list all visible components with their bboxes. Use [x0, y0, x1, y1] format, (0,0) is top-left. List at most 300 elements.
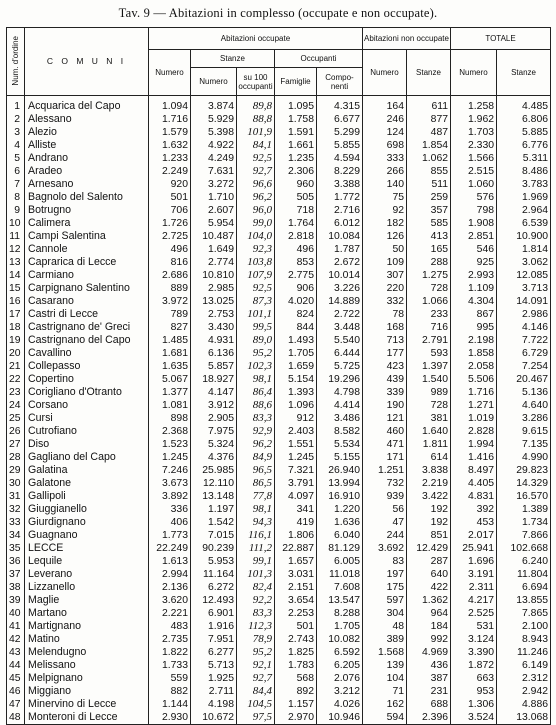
cell-non-numero: 389	[363, 633, 407, 646]
cell-occ-numero: 336	[149, 503, 191, 516]
cell-componenti: 13.547	[317, 594, 363, 607]
cell-tot-stanze: 2.312	[497, 672, 551, 685]
cell-famiglie: 1.096	[275, 399, 317, 412]
cell-occ-numero: 1.485	[149, 334, 191, 347]
cell-stanze-numero: 2.985	[191, 282, 237, 295]
cell-comune: Leverano	[25, 568, 149, 581]
cell-componenti: 3.226	[317, 282, 363, 295]
cell-non-numero: 71	[363, 685, 407, 698]
cell-stanze-su-100: 88,6	[237, 399, 275, 412]
cell-tot-stanze: 1.734	[497, 516, 551, 529]
cell-non-stanze: 192	[407, 516, 451, 529]
cell-occ-numero: 22.249	[149, 542, 191, 555]
cell-comune: Lizzanello	[25, 581, 149, 594]
cell-tot-numero: 3.524	[451, 711, 497, 725]
cell-non-numero: 1.251	[363, 464, 407, 477]
cell-non-stanze: 231	[407, 685, 451, 698]
cell-num: 26	[7, 425, 25, 438]
cell-comune: Matino	[25, 633, 149, 646]
cell-stanze-su-100: 95,2	[237, 646, 275, 659]
cell-non-stanze: 640	[407, 568, 451, 581]
cell-tot-stanze: 6.149	[497, 659, 551, 672]
cell-stanze-numero: 6.901	[191, 607, 237, 620]
cell-non-stanze: 184	[407, 620, 451, 633]
cell-non-stanze: 1.540	[407, 373, 451, 386]
cell-non-numero: 266	[363, 165, 407, 178]
cell-occ-numero: 3.972	[149, 295, 191, 308]
cell-famiglie: 3.654	[275, 594, 317, 607]
cell-comune: Cavallino	[25, 347, 149, 360]
cell-famiglie: 22.887	[275, 542, 317, 555]
cell-tot-numero: 925	[451, 256, 497, 269]
cell-occ-numero: 406	[149, 516, 191, 529]
cell-comune: Botrugno	[25, 204, 149, 217]
cell-occ-numero: 3.673	[149, 477, 191, 490]
cell-non-numero: 439	[363, 373, 407, 386]
cell-stanze-numero: 3.912	[191, 399, 237, 412]
cell-non-numero: 92	[363, 204, 407, 217]
cell-stanze-su-100: 101,9	[237, 126, 275, 139]
cell-num: 20	[7, 347, 25, 360]
cell-componenti: 1.772	[317, 191, 363, 204]
cell-comune: Lequile	[25, 555, 149, 568]
cell-num: 2	[7, 113, 25, 126]
cell-comune: Bagnolo del Salento	[25, 191, 149, 204]
cell-tot-numero: 4.217	[451, 594, 497, 607]
cell-componenti: 5.540	[317, 334, 363, 347]
cell-tot-numero: 2.515	[451, 165, 497, 178]
cell-non-numero: 246	[363, 113, 407, 126]
cell-comune: Alezio	[25, 126, 149, 139]
cell-non-stanze: 1.811	[407, 438, 451, 451]
cell-stanze-numero: 4.376	[191, 451, 237, 464]
cell-non-numero: 171	[363, 451, 407, 464]
cell-non-numero: 332	[363, 295, 407, 308]
cell-comune: Carpignano Salentino	[25, 282, 149, 295]
cell-non-stanze: 1.275	[407, 269, 451, 282]
cell-comune: Monteroni di Lecce	[25, 711, 149, 725]
cell-famiglie: 1.661	[275, 139, 317, 152]
cell-num: 28	[7, 451, 25, 464]
cell-non-stanze: 1.062	[407, 152, 451, 165]
cell-componenti: 6.444	[317, 347, 363, 360]
cell-tot-numero: 2.525	[451, 607, 497, 620]
cell-componenti: 4.798	[317, 386, 363, 399]
table-row	[7, 594, 551, 607]
cell-occ-numero: 889	[149, 282, 191, 295]
cell-num: 30	[7, 477, 25, 490]
cell-stanze-numero: 2.607	[191, 204, 237, 217]
cell-occ-numero: 898	[149, 412, 191, 425]
cell-num: 42	[7, 633, 25, 646]
header-stanze-numero: Numero	[191, 68, 237, 96]
cell-famiglie: 1.825	[275, 646, 317, 659]
cell-stanze-numero: 5.857	[191, 360, 237, 373]
cell-occ-numero: 483	[149, 620, 191, 633]
cell-tot-numero: 531	[451, 620, 497, 633]
header-componenti: Compo- nenti	[317, 68, 363, 96]
cell-occ-numero: 1.081	[149, 399, 191, 412]
header-stanze: Stanze	[191, 50, 275, 68]
cell-non-numero: 162	[363, 698, 407, 711]
cell-stanze-su-100: 97,5	[237, 711, 275, 725]
cell-tot-numero: 2.017	[451, 529, 497, 542]
cell-tot-numero: 2.198	[451, 334, 497, 347]
cell-stanze-numero: 10.487	[191, 230, 237, 243]
cell-non-numero: 423	[363, 360, 407, 373]
cell-non-stanze: 728	[407, 399, 451, 412]
cell-stanze-su-100: 104,5	[237, 698, 275, 711]
cell-tot-stanze: 5.136	[497, 386, 551, 399]
cell-non-numero: 168	[363, 321, 407, 334]
cell-stanze-numero: 5.929	[191, 113, 237, 126]
cell-famiglie: 2.403	[275, 425, 317, 438]
cell-non-numero: 83	[363, 555, 407, 568]
cell-famiglie: 1.758	[275, 113, 317, 126]
cell-non-numero: 177	[363, 347, 407, 360]
cell-comune: LECCE	[25, 542, 149, 555]
cell-num: 32	[7, 503, 25, 516]
cell-comune: Campi Salentina	[25, 230, 149, 243]
cell-stanze-numero: 3.874	[191, 96, 237, 114]
cell-non-stanze: 1.397	[407, 360, 451, 373]
header-su-100-occupanti: su 100 occupanti	[237, 68, 275, 96]
cell-tot-numero: 1.703	[451, 126, 497, 139]
cell-num: 41	[7, 620, 25, 633]
table-row	[7, 607, 551, 620]
table-row	[7, 399, 551, 412]
cell-componenti: 6.205	[317, 659, 363, 672]
table-row	[7, 659, 551, 672]
table-row	[7, 503, 551, 516]
cell-famiglie: 1.095	[275, 96, 317, 114]
cell-occ-numero: 3.620	[149, 594, 191, 607]
cell-comune: Cannole	[25, 243, 149, 256]
cell-stanze-numero: 2.905	[191, 412, 237, 425]
cell-stanze-su-100: 98,1	[237, 373, 275, 386]
cell-num: 18	[7, 321, 25, 334]
cell-tot-numero: 867	[451, 308, 497, 321]
cell-famiglie: 2.818	[275, 230, 317, 243]
table-row	[7, 555, 551, 568]
cell-famiglie: 2.775	[275, 269, 317, 282]
cell-comune: Galatone	[25, 477, 149, 490]
table-row	[7, 633, 551, 646]
cell-tot-numero: 2.851	[451, 230, 497, 243]
cell-stanze-su-100: 89,8	[237, 96, 275, 114]
cell-componenti: 2.076	[317, 672, 363, 685]
cell-componenti: 10.014	[317, 269, 363, 282]
cell-comune: Copertino	[25, 373, 149, 386]
cell-occ-numero: 1.733	[149, 659, 191, 672]
cell-occ-numero: 816	[149, 256, 191, 269]
cell-tot-stanze: 6.240	[497, 555, 551, 568]
cell-tot-stanze: 9.615	[497, 425, 551, 438]
cell-non-numero: 78	[363, 308, 407, 321]
cell-comune: Gallipoli	[25, 490, 149, 503]
cell-non-numero: 197	[363, 568, 407, 581]
table-row	[7, 165, 551, 178]
cell-stanze-numero: 4.931	[191, 334, 237, 347]
cell-famiglie: 892	[275, 685, 317, 698]
cell-stanze-su-100: 96,2	[237, 438, 275, 451]
cell-famiglie: 7.321	[275, 464, 317, 477]
table-row	[7, 204, 551, 217]
cell-non-stanze: 12.429	[407, 542, 451, 555]
cell-comune: Guagnano	[25, 529, 149, 542]
cell-componenti: 4.026	[317, 698, 363, 711]
cell-tot-stanze: 4.485	[497, 96, 551, 114]
cell-stanze-numero: 6.272	[191, 581, 237, 594]
cell-num: 34	[7, 529, 25, 542]
cell-non-stanze: 259	[407, 191, 451, 204]
table-row	[7, 96, 551, 114]
cell-componenti: 13.994	[317, 477, 363, 490]
cell-non-stanze: 1.362	[407, 594, 451, 607]
cell-tot-numero: 2.330	[451, 139, 497, 152]
cell-non-stanze: 728	[407, 282, 451, 295]
cell-stanze-numero: 4.249	[191, 152, 237, 165]
cell-famiglie: 568	[275, 672, 317, 685]
cell-componenti: 3.486	[317, 412, 363, 425]
header-comuni: C O M U N I	[25, 28, 149, 96]
cell-non-numero: 698	[363, 139, 407, 152]
cell-non-stanze: 3.422	[407, 490, 451, 503]
cell-componenti: 1.705	[317, 620, 363, 633]
cell-famiglie: 1.493	[275, 334, 317, 347]
cell-tot-stanze: 3.062	[497, 256, 551, 269]
cell-componenti: 5.299	[317, 126, 363, 139]
cell-stanze-su-100: 86,5	[237, 477, 275, 490]
cell-tot-stanze: 1.814	[497, 243, 551, 256]
cell-tot-numero: 1.716	[451, 386, 497, 399]
cell-stanze-numero: 12.493	[191, 594, 237, 607]
cell-stanze-su-100: 86,4	[237, 386, 275, 399]
cell-componenti: 8.288	[317, 607, 363, 620]
cell-num: 5	[7, 152, 25, 165]
cell-tot-stanze: 10.900	[497, 230, 551, 243]
cell-comune: Castrignano del Capo	[25, 334, 149, 347]
cell-stanze-su-100: 98,1	[237, 503, 275, 516]
cell-non-numero: 126	[363, 230, 407, 243]
cell-comune: Alessano	[25, 113, 149, 126]
cell-stanze-su-100: 96,0	[237, 204, 275, 217]
cell-stanze-su-100: 84,9	[237, 451, 275, 464]
cell-tot-stanze: 7.866	[497, 529, 551, 542]
cell-non-numero: 597	[363, 594, 407, 607]
cell-famiglie: 341	[275, 503, 317, 516]
cell-componenti: 6.005	[317, 555, 363, 568]
cell-non-numero: 140	[363, 178, 407, 191]
cell-comune: Arnesano	[25, 178, 149, 191]
table-row	[7, 373, 551, 386]
table-row	[7, 620, 551, 633]
cell-tot-stanze: 29.823	[497, 464, 551, 477]
cell-num: 39	[7, 594, 25, 607]
table-row	[7, 386, 551, 399]
cell-occ-numero: 2.136	[149, 581, 191, 594]
header-occ-numero: Numero	[149, 50, 191, 96]
cell-num: 31	[7, 490, 25, 503]
cell-non-stanze: 614	[407, 451, 451, 464]
cell-tot-numero: 1.908	[451, 217, 497, 230]
cell-non-numero: 182	[363, 217, 407, 230]
cell-tot-numero: 1.566	[451, 152, 497, 165]
cell-occ-numero: 5.067	[149, 373, 191, 386]
cell-occ-numero: 2.221	[149, 607, 191, 620]
cell-stanze-numero: 2.711	[191, 685, 237, 698]
cell-non-stanze: 387	[407, 672, 451, 685]
cell-non-numero: 104	[363, 672, 407, 685]
header-tot-numero: Numero	[451, 50, 497, 96]
cell-num: 22	[7, 373, 25, 386]
cell-tot-numero: 25.941	[451, 542, 497, 555]
cell-occ-numero: 1.144	[149, 698, 191, 711]
table-row	[7, 347, 551, 360]
cell-num: 29	[7, 464, 25, 477]
cell-tot-numero: 2.993	[451, 269, 497, 282]
cell-stanze-numero: 6.136	[191, 347, 237, 360]
cell-occ-numero: 1.523	[149, 438, 191, 451]
cell-stanze-su-100: 99,5	[237, 321, 275, 334]
header-famiglie: Famiglie	[275, 68, 317, 96]
cell-num: 12	[7, 243, 25, 256]
cell-famiglie: 1.764	[275, 217, 317, 230]
cell-non-stanze: 511	[407, 178, 451, 191]
cell-famiglie: 1.551	[275, 438, 317, 451]
cell-stanze-su-100: 96,2	[237, 191, 275, 204]
cell-tot-stanze: 4.886	[497, 698, 551, 711]
cell-non-numero: 56	[363, 503, 407, 516]
cell-famiglie: 1.806	[275, 529, 317, 542]
cell-stanze-su-100: 87,3	[237, 295, 275, 308]
cell-tot-stanze: 8.486	[497, 165, 551, 178]
table-row	[7, 529, 551, 542]
cell-tot-stanze: 14.329	[497, 477, 551, 490]
cell-occ-numero: 1.233	[149, 152, 191, 165]
cell-non-numero: 713	[363, 334, 407, 347]
cell-comune: Melissano	[25, 659, 149, 672]
table-row	[7, 698, 551, 711]
cell-stanze-numero: 2.774	[191, 256, 237, 269]
cell-tot-numero: 8.497	[451, 464, 497, 477]
cell-stanze-numero: 4.922	[191, 139, 237, 152]
cell-tot-numero: 2.311	[451, 581, 497, 594]
cell-stanze-su-100: 83,3	[237, 607, 275, 620]
cell-comune: Andrano	[25, 152, 149, 165]
cell-occ-numero: 706	[149, 204, 191, 217]
cell-tot-stanze: 1.969	[497, 191, 551, 204]
cell-tot-numero: 798	[451, 204, 497, 217]
cell-tot-stanze: 3.286	[497, 412, 551, 425]
cell-componenti: 2.716	[317, 204, 363, 217]
table-row	[7, 139, 551, 152]
table-row	[7, 685, 551, 698]
cell-componenti: 10.084	[317, 230, 363, 243]
cell-stanze-su-100: 89,0	[237, 334, 275, 347]
table-row	[7, 295, 551, 308]
header-totale: TOTALE	[451, 28, 551, 50]
cell-componenti: 81.129	[317, 542, 363, 555]
cell-stanze-su-100: 101,1	[237, 308, 275, 321]
cell-stanze-su-100: 96,6	[237, 178, 275, 191]
table-title: Tav. 9 — Abitazioni in complesso (occupate e non occupate).	[118, 6, 438, 20]
cell-tot-numero: 3.191	[451, 568, 497, 581]
cell-componenti: 8.582	[317, 425, 363, 438]
cell-famiglie: 718	[275, 204, 317, 217]
cell-num: 33	[7, 516, 25, 529]
cell-tot-numero: 1.258	[451, 96, 497, 114]
cell-componenti: 4.414	[317, 399, 363, 412]
cell-non-numero: 124	[363, 126, 407, 139]
cell-componenti: 6.012	[317, 217, 363, 230]
cell-occ-numero: 1.579	[149, 126, 191, 139]
cell-non-stanze: 716	[407, 321, 451, 334]
cell-non-numero: 939	[363, 490, 407, 503]
cell-famiglie: 2.253	[275, 607, 317, 620]
cell-comune: Cursi	[25, 412, 149, 425]
cell-tot-stanze: 4.146	[497, 321, 551, 334]
header-tot-stanze: Stanze	[497, 50, 551, 96]
cell-stanze-numero: 5.953	[191, 555, 237, 568]
cell-num: 37	[7, 568, 25, 581]
cell-num: 24	[7, 399, 25, 412]
cell-componenti: 1.220	[317, 503, 363, 516]
cell-num: 7	[7, 178, 25, 191]
cell-non-numero: 175	[363, 581, 407, 594]
table-row	[7, 334, 551, 347]
cell-componenti: 4.594	[317, 152, 363, 165]
cell-stanze-numero: 1.925	[191, 672, 237, 685]
cell-stanze-numero: 10.810	[191, 269, 237, 282]
cell-componenti: 5.855	[317, 139, 363, 152]
cell-non-stanze: 2.219	[407, 477, 451, 490]
table-row	[7, 477, 551, 490]
cell-stanze-numero: 1.542	[191, 516, 237, 529]
cell-tot-numero: 3.124	[451, 633, 497, 646]
cell-componenti: 8.229	[317, 165, 363, 178]
cell-non-numero: 220	[363, 282, 407, 295]
cell-stanze-numero: 4.198	[191, 698, 237, 711]
cell-tot-stanze: 6.539	[497, 217, 551, 230]
cell-num: 36	[7, 555, 25, 568]
cell-tot-stanze: 2.942	[497, 685, 551, 698]
cell-non-numero: 339	[363, 386, 407, 399]
cell-tot-numero: 2.828	[451, 425, 497, 438]
cell-non-stanze: 611	[407, 96, 451, 114]
cell-comune: Martignano	[25, 620, 149, 633]
cell-tot-stanze: 4.640	[497, 399, 551, 412]
cell-non-numero: 3.692	[363, 542, 407, 555]
cell-componenti: 5.155	[317, 451, 363, 464]
cell-non-numero: 1.568	[363, 646, 407, 659]
cell-stanze-numero: 12.110	[191, 477, 237, 490]
cell-componenti: 6.592	[317, 646, 363, 659]
cell-comune: Martano	[25, 607, 149, 620]
cell-stanze-su-100: 83,3	[237, 412, 275, 425]
cell-non-stanze: 165	[407, 243, 451, 256]
cell-comune: Melendugno	[25, 646, 149, 659]
cell-componenti: 4.315	[317, 96, 363, 114]
cell-componenti: 1.636	[317, 516, 363, 529]
cell-non-numero: 75	[363, 191, 407, 204]
cell-stanze-numero: 5.713	[191, 659, 237, 672]
cell-famiglie: 5.154	[275, 373, 317, 386]
cell-tot-stanze: 7.865	[497, 607, 551, 620]
cell-comune: Corigliano d'Otranto	[25, 386, 149, 399]
cell-componenti: 10.946	[317, 711, 363, 725]
cell-tot-numero: 546	[451, 243, 497, 256]
